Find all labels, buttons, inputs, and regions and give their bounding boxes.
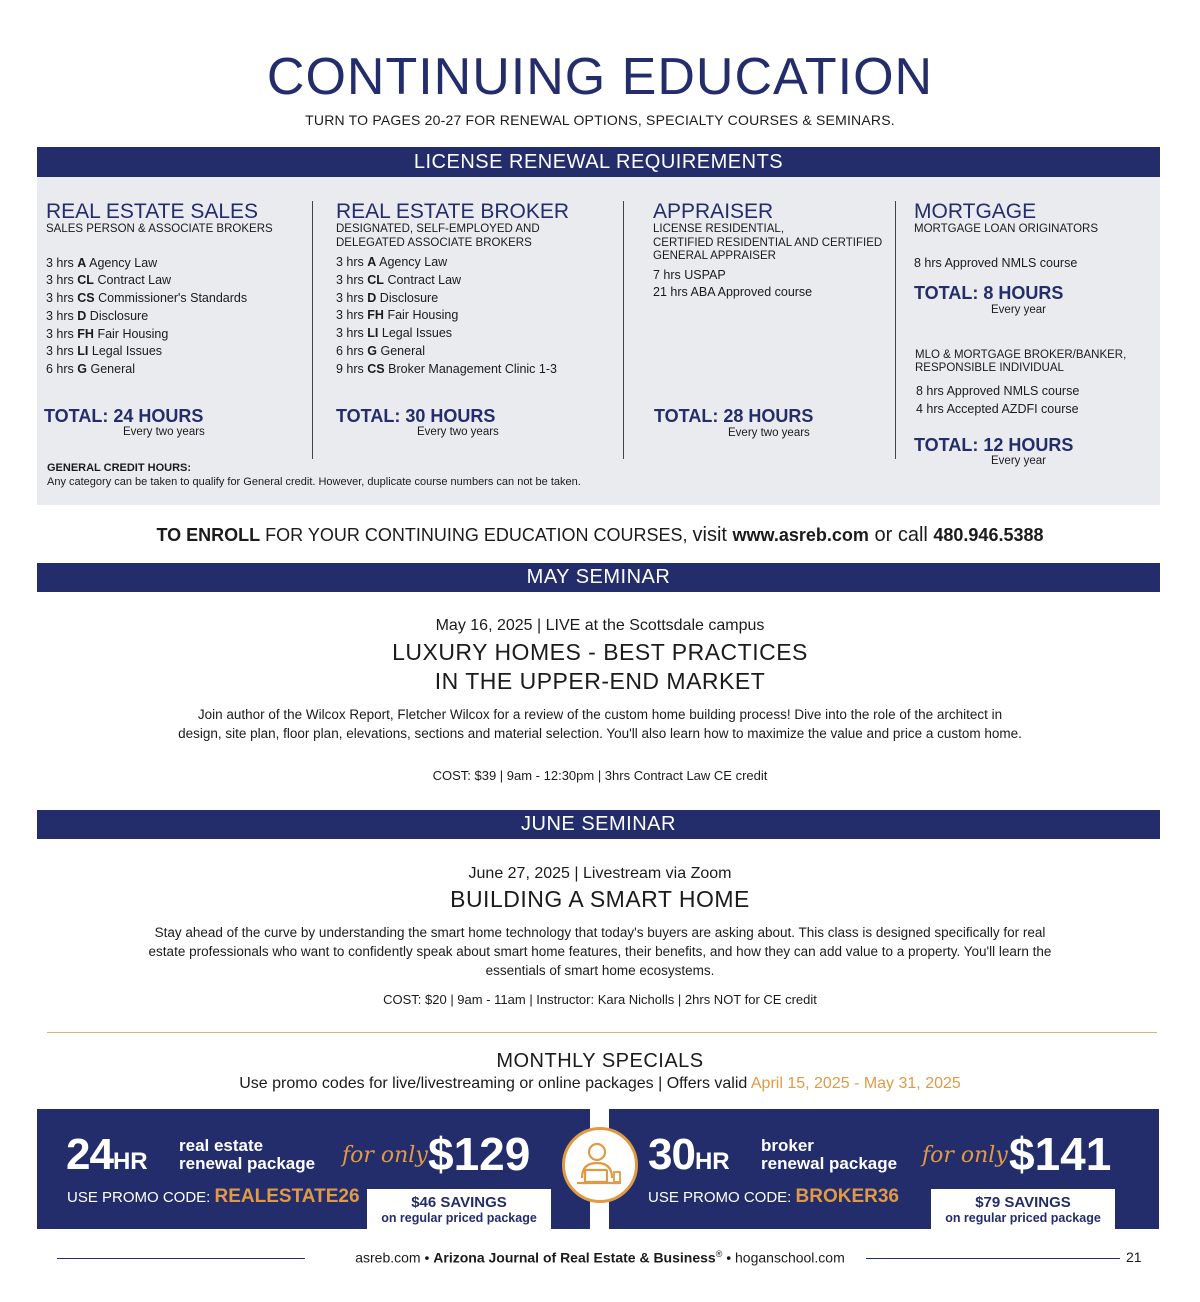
deal-package-name: broker renewal package <box>761 1136 898 1173</box>
list-item: 3 hrs CL Contract Law <box>336 272 462 287</box>
sales-title: REAL ESTATE SALES <box>46 200 259 223</box>
june-seminar-description: Stay ahead of the curve by understanding the smart home technology that today's buyers are asking about. This class is designed specifically for real estate professionals who want to confidently speak about smart home features, their benefits, and how they can add value to a property. You'll learn the essentials of smart home ecosystems. <box>148 925 1052 978</box>
deal-price: $141 <box>1009 1128 1112 1180</box>
broker-subtitle-1: DESIGNATED, SELF-EMPLOYED AND <box>336 223 540 235</box>
appraiser-total: TOTAL: 28 HOURS <box>654 406 814 426</box>
broker-column <box>336 201 616 379</box>
may-seminar-bar <box>37 563 1160 592</box>
appraiser-frequency: Every two years <box>728 427 810 439</box>
mortgage-title: MORTGAGE <box>914 200 1037 223</box>
broker-frequency: Every two years <box>417 426 499 438</box>
list-item: 6 hrs G General <box>46 362 135 377</box>
list-item: 3 hrs D Disclosure <box>336 290 439 305</box>
appraiser-subtitle-1: LICENSE RESIDENTIAL, <box>653 223 785 235</box>
appraiser-column <box>653 201 893 302</box>
promo-code: USE PROMO CODE: BROKER36 <box>648 1186 900 1207</box>
broker-deal-card[interactable] <box>609 1109 1159 1229</box>
page-title: CONTINUING EDUCATION <box>266 48 934 106</box>
renewal-requirements-heading: LICENSE RENEWAL REQUIREMENTS <box>413 151 784 173</box>
general-credit-heading: GENERAL CREDIT HOURS: <box>47 462 192 474</box>
june-seminar-heading: JUNE SEMINAR <box>521 813 676 835</box>
may-seminar-heading: MAY SEMINAR <box>526 566 671 588</box>
deal-hours: 30HR <box>648 1130 730 1179</box>
list-item: 3 hrs FH Fair Housing <box>46 326 169 341</box>
list-item: 8 hrs Approved NMLS course <box>914 255 1078 270</box>
mortgage-subtitle-2a: MLO & MORTGAGE BROKER/BANKER, <box>915 349 1127 361</box>
list-item: 3 hrs FH Fair Housing <box>336 308 459 323</box>
savings-box: $46 SAVINGS on regular priced package <box>367 1189 551 1229</box>
requirements-panel <box>37 177 1160 505</box>
promo-line: Use promo codes for live/livestreaming or online packages | Offers valid April 15, 2025 - May 31, 2025 <box>239 1075 961 1092</box>
divider <box>47 1032 1157 1033</box>
broker-title: REAL ESTATE BROKER <box>336 200 569 223</box>
mortgage-column <box>914 201 1154 272</box>
list-item: 3 hrs D Disclosure <box>46 308 149 323</box>
list-item: 9 hrs CS Broker Management Clinic 1-3 <box>336 361 557 376</box>
deal-hours: 24HR <box>66 1130 148 1179</box>
person-at-laptop-icon <box>562 1127 638 1203</box>
footer: asreb.com • Arizona Journal of Real Estate & Business® • hoganschool.com <box>355 1249 845 1266</box>
page-subtitle: TURN TO PAGES 20-27 FOR RENEWAL OPTIONS, SPECIALTY COURSES & SEMINARS. <box>305 112 895 128</box>
list-item: 3 hrs A Agency Law <box>46 255 158 270</box>
promo-code: USE PROMO CODE: REALESTATE26 <box>67 1186 360 1207</box>
offer-dates: April 15, 2025 - May 31, 2025 <box>750 1075 961 1092</box>
sales-frequency: Every two years <box>123 426 205 438</box>
mortgage-subtitle: MORTGAGE LOAN ORIGINATORS <box>914 223 1099 235</box>
list-item: 3 hrs LI Legal Issues <box>336 326 453 341</box>
list-item: 3 hrs CS Commissioner's Standards <box>46 291 248 306</box>
list-item: 4 hrs Accepted AZDFI course <box>916 401 1079 416</box>
broker-total: TOTAL: 30 HOURS <box>336 406 496 426</box>
general-credit-text: Any category can be taken to qualify for General credit. However, duplicate course numbers can not be taken. <box>47 476 581 488</box>
mortgage-subtitle-2b: RESPONSIBLE INDIVIDUAL <box>915 362 1064 374</box>
mortgage-total-1: TOTAL: 8 HOURS <box>914 283 1064 303</box>
may-seminar-description: Join author of the Wilcox Report, Fletcher Wilcox for a review of the custom home building process! Dive into the role of the architect in design, site plan, floor plan, elevations, sections and material selection. You'll also learn how to maximize the value and price a custom home. <box>178 707 1022 741</box>
page-number: 21 <box>1126 1249 1142 1265</box>
sales-column <box>46 201 308 379</box>
appraiser-course-list <box>653 267 893 303</box>
list-item: 3 hrs CL Contract Law <box>46 273 172 288</box>
may-seminar-date: May 16, 2025 | LIVE at the Scottsdale campus <box>435 617 765 634</box>
may-seminar-title-2: IN THE UPPER-END MARKET <box>434 668 766 694</box>
enroll-line: TO ENROLL FOR YOUR CONTINUING EDUCATION COURSES, visit www.asreb.com or call 480.946.5388 <box>156 524 1044 546</box>
list-item: 7 hrs USPAP <box>653 267 726 282</box>
website-link[interactable]: www.asreb.com <box>732 525 869 545</box>
column-divider <box>312 201 313 459</box>
for-only-label: for only <box>342 1143 428 1168</box>
broker-course-list <box>336 254 616 379</box>
appraiser-title: APPRAISER <box>653 200 774 223</box>
mortgage-frequency-2: Every year <box>991 455 1046 467</box>
sales-course-list <box>46 255 308 380</box>
deal-package-name: real estate renewal package <box>179 1136 316 1173</box>
deal-price: $129 <box>428 1128 531 1180</box>
june-seminar-title: BUILDING A SMART HOME <box>450 886 750 912</box>
list-item: 3 hrs A Agency Law <box>336 255 448 269</box>
mortgage-total-2: TOTAL: 12 HOURS <box>914 435 1074 455</box>
list-item: 21 hrs ABA Approved course <box>653 285 813 300</box>
mortgage-frequency-1: Every year <box>991 304 1046 316</box>
mortgage-course-list <box>916 383 1079 419</box>
sales-subtitle: SALES PERSON & ASSOCIATE BROKERS <box>46 223 273 235</box>
column-divider <box>623 201 624 459</box>
broker-subtitle-2: DELEGATED ASSOCIATE BROKERS <box>336 236 532 249</box>
appraiser-subtitle-3: GENERAL APPRAISER <box>653 250 776 262</box>
savings-box: $79 SAVINGS on regular priced package <box>931 1189 1115 1229</box>
renewal-requirements-bar <box>37 147 1160 177</box>
june-seminar-date: June 27, 2025 | Livestream via Zoom <box>468 865 732 882</box>
list-item: 6 hrs G General <box>336 343 425 358</box>
real-estate-deal-card[interactable] <box>37 1109 590 1229</box>
may-seminar-cost: COST: $39 | 9am - 12:30pm | 3hrs Contract Law CE credit <box>432 768 768 783</box>
column-divider <box>895 201 896 459</box>
monthly-specials-heading: MONTHLY SPECIALS <box>496 1050 704 1072</box>
for-only-label: for only <box>922 1143 1008 1168</box>
june-seminar-bar <box>37 810 1160 839</box>
list-item: 3 hrs LI Legal Issues <box>46 344 163 359</box>
june-seminar-cost: COST: $20 | 9am - 11am | Instructor: Kara Nicholls | 2hrs NOT for CE credit <box>383 992 817 1007</box>
may-seminar-title-1: LUXURY HOMES - BEST PRACTICES <box>392 639 808 665</box>
appraiser-subtitle-2: CERTIFIED RESIDENTIAL AND CERTIFIED <box>653 236 883 249</box>
list-item: 8 hrs Approved NMLS course <box>916 384 1080 398</box>
phone-number[interactable]: 480.946.5388 <box>933 525 1044 545</box>
sales-total: TOTAL: 24 HOURS <box>44 406 204 426</box>
